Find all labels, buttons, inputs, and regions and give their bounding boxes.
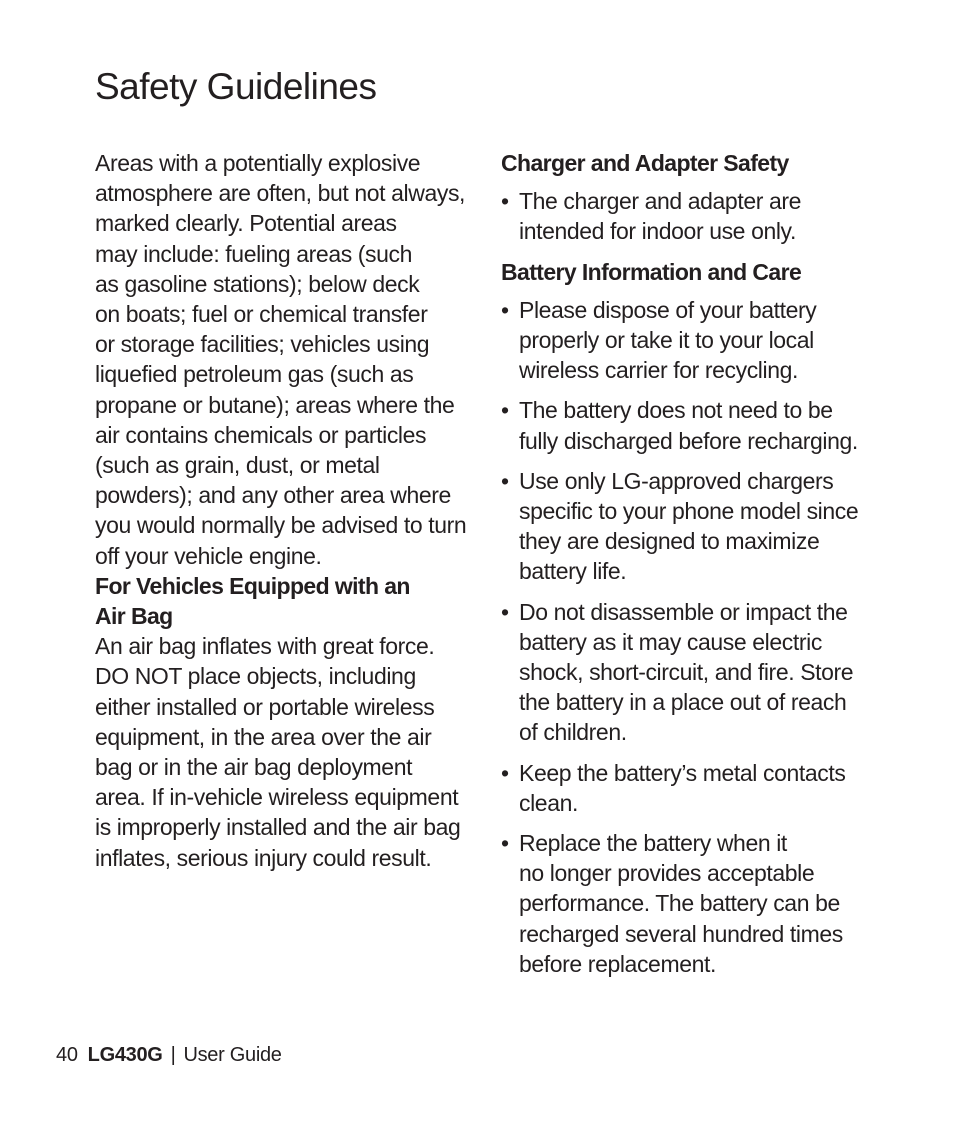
bullet-line: Please dispose of your battery xyxy=(519,296,817,323)
text-line: inflates, serious injury could result. xyxy=(95,844,432,871)
text-line: area. If in-vehicle wireless equipment xyxy=(95,784,459,811)
bullet-item xyxy=(501,758,881,818)
bullet-line: specific to your phone model since xyxy=(519,498,859,525)
text-line: (such as grain, dust, or metal xyxy=(95,452,380,479)
text-line: powders); and any other area where xyxy=(95,482,451,509)
bullet-line: recharged several hundred times xyxy=(519,920,843,947)
text-line: as gasoline stations); below deck xyxy=(95,270,420,297)
bullet-item xyxy=(501,295,881,386)
bullet-item xyxy=(501,466,881,587)
bullet-line: properly or take it to your local xyxy=(519,327,814,354)
left-column xyxy=(95,148,485,873)
bullet-line: battery life. xyxy=(519,558,627,585)
bullet-line: battery as it may cause electric xyxy=(519,628,822,655)
text-line: on boats; fuel or chemical transfer xyxy=(95,301,428,328)
bullet-line: Do not disassemble or impact the xyxy=(519,598,848,625)
text-line: either installed or portable wireless xyxy=(95,693,435,720)
bullet-line: shock, short-circuit, and fire. Store xyxy=(519,659,854,686)
bullet-icon: • xyxy=(501,188,509,215)
bullet-icon: • xyxy=(501,830,509,857)
model-name: LG430G xyxy=(87,1044,163,1066)
heading-line: For Vehicles Equipped with an xyxy=(95,572,410,599)
bullet-item xyxy=(501,395,881,455)
airbag-heading xyxy=(95,571,485,631)
bullet-icon: • xyxy=(501,397,509,424)
charger-bullet-list xyxy=(501,186,881,246)
page-title: Safety Guidelines xyxy=(95,66,377,107)
bullet-line: intended for indoor use only. xyxy=(519,218,796,245)
text-line: air contains chemicals or particles xyxy=(95,421,427,448)
page-footer xyxy=(56,1044,282,1067)
text-line: propane or butane); areas where the xyxy=(95,391,455,418)
text-line: atmosphere are often, but not always, xyxy=(95,180,466,207)
bullet-line: the battery in a place out of reach xyxy=(519,689,847,716)
bullet-line: fully discharged before recharging. xyxy=(519,427,858,454)
bullet-line: The charger and adapter are xyxy=(519,188,802,215)
bullet-icon: • xyxy=(501,467,509,494)
bullet-line: Keep the battery’s metal contacts xyxy=(519,759,846,786)
battery-heading xyxy=(501,257,881,287)
bullet-line: Replace the battery when it xyxy=(519,830,787,857)
text-line: DO NOT place objects, including xyxy=(95,663,416,690)
text-line: equipment, in the area over the air xyxy=(95,723,432,750)
bullet-line: before replacement. xyxy=(519,950,716,977)
bullet-item xyxy=(501,186,881,246)
right-column xyxy=(501,148,881,989)
text-line: liquefied petroleum gas (such as xyxy=(95,361,414,388)
text-line: you would normally be advised to turn xyxy=(95,512,467,539)
bullet-icon: • xyxy=(501,759,509,786)
bullet-icon: • xyxy=(501,598,509,625)
bullet-item xyxy=(501,828,881,979)
charger-heading xyxy=(501,148,881,178)
guide-label: User Guide xyxy=(183,1044,282,1066)
text-line: marked clearly. Potential areas xyxy=(95,210,397,237)
heading-line: Charger and Adapter Safety xyxy=(501,150,789,176)
explosive-areas-paragraph xyxy=(95,148,485,571)
footer-separator: | xyxy=(170,1044,176,1066)
bullet-item xyxy=(501,597,881,748)
bullet-line: wireless carrier for recycling. xyxy=(519,357,798,384)
bullet-line: they are designed to maximize xyxy=(519,528,820,555)
bullet-line: Use only LG-approved chargers xyxy=(519,467,834,494)
bullet-line: performance. The battery can be xyxy=(519,890,840,917)
text-line: off your vehicle engine. xyxy=(95,542,322,569)
text-line: or storage facilities; vehicles using xyxy=(95,331,430,358)
text-line: is improperly installed and the air bag xyxy=(95,814,461,841)
bullet-line: of children. xyxy=(519,719,627,746)
bullet-line: no longer provides acceptable xyxy=(519,860,815,887)
bullet-line: clean. xyxy=(519,789,578,816)
text-line: Areas with a potentially explosive xyxy=(95,150,421,176)
text-line: An air bag inflates with great force. xyxy=(95,633,435,660)
bullet-icon: • xyxy=(501,296,509,323)
heading-line: Battery Information and Care xyxy=(501,258,802,285)
heading-line: Air Bag xyxy=(95,603,173,630)
battery-bullet-list xyxy=(501,295,881,979)
text-line: may include: fueling areas (such xyxy=(95,240,413,267)
airbag-paragraph xyxy=(95,631,485,873)
bullet-line: The battery does not need to be xyxy=(519,397,833,424)
page-number: 40 xyxy=(56,1044,78,1066)
text-line: bag or in the air bag deployment xyxy=(95,754,413,781)
